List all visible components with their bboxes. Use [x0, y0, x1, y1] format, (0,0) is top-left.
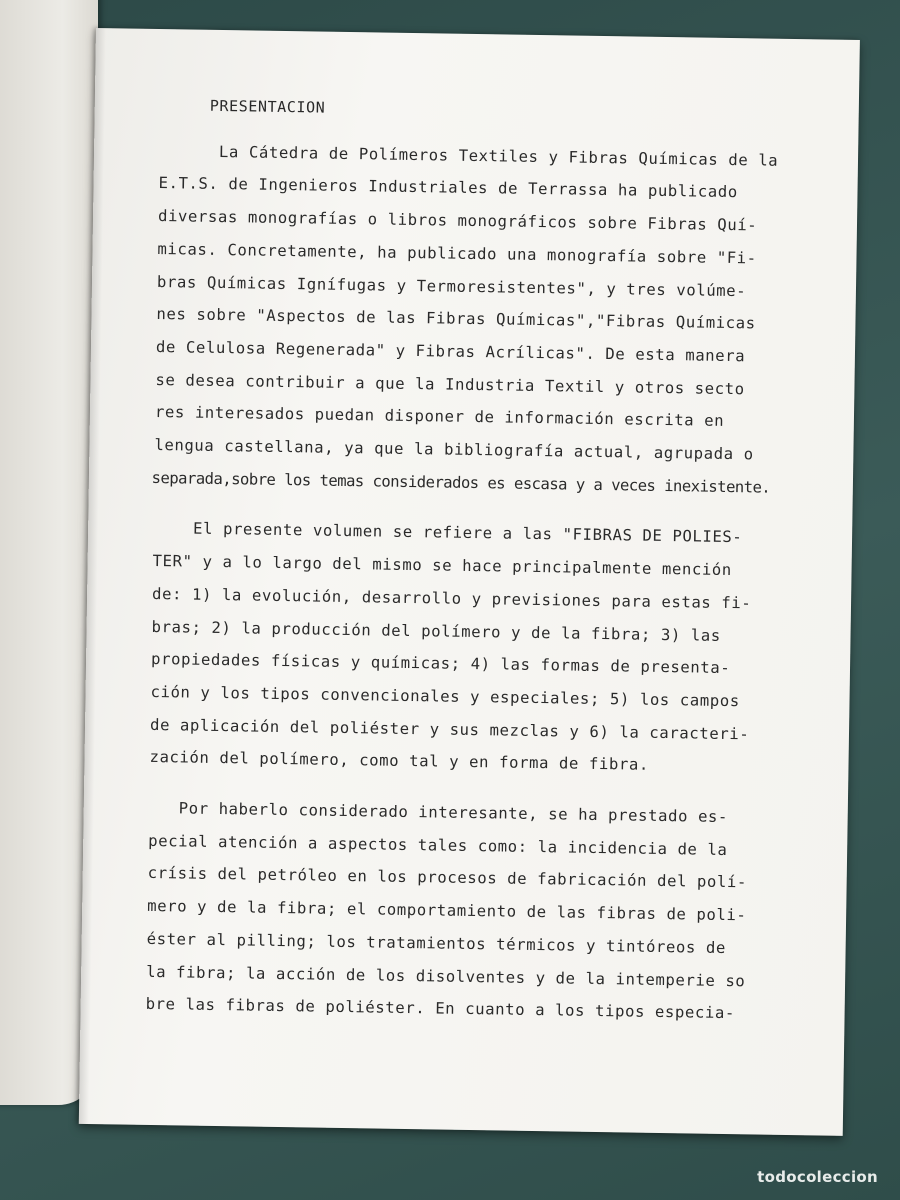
text-line: lengua castellana, ya que la bibliografía actual, agrupada o: [134, 435, 754, 464]
text-line: TER" y a lo largo del mismo se hace principalmente mención: [132, 551, 733, 580]
text-line: zación del polímero, como tal y en forma de fibra.: [129, 747, 650, 775]
text-line: micas. Concretamente, ha publicado una monografía sobre "Fi-: [137, 239, 757, 268]
text-line: pecial atención a aspectos tales como: la incidencia de la: [128, 831, 728, 859]
paragraph: [125, 792, 809, 1032]
text-line: éster al pilling; los tratamientos térmicos y tintóreos de: [126, 929, 727, 957]
text-line: de Celulosa Regenerada" y Fibras Acrílicas". De esta manera: [135, 337, 746, 366]
text-line: El presente volumen se refiere a las "FIBRAS DE POLIES-: [133, 519, 743, 547]
paragraph: [129, 512, 813, 784]
page-heading: PRESENTACION: [209, 96, 326, 117]
paragraphs: [125, 134, 819, 1031]
text-line: la fibra; la acción de los disolventes y de la intemperie so: [126, 962, 746, 990]
paragraph: [134, 134, 820, 504]
text-line: ción y los tipos convencionales y especiales; 5) los campos: [130, 682, 740, 711]
text-line: La Cátedra de Polímeros Textiles y Fibras Químicas de la: [138, 141, 779, 170]
text-line: bras Químicas Ignífugas y Termoresistentes", y tres volúme-: [136, 272, 747, 300]
document-page: [79, 28, 860, 1136]
text-line: de aplicación del poliéster y sus mezclas y 6) la caracteri-: [129, 715, 750, 744]
page-text: [125, 89, 820, 1050]
text-line: diversas monografías o libros monográficos sobre Fibras Quí-: [137, 206, 758, 235]
text-line: bras; 2) la producción del polímero y de la fibra; 3) las: [131, 617, 721, 645]
text-line: E.T.S. de Ingenieros Industriales de Terrassa ha publicado: [138, 174, 738, 202]
text-line: se desea contribuir a que la Industria Textil y otros secto: [135, 370, 745, 398]
text-line: Por haberlo considerado interesante, se ha prestado es-: [128, 798, 729, 827]
text-line: bre las fibras de poliéster. En cuanto a los tipos especia-: [125, 994, 736, 1023]
text-line: separada,sobre los temas considerados es escasa y a veces inexistente.: [133, 468, 771, 497]
text-line: propiedades físicas y químicas; 4) las formas de presenta-: [130, 649, 731, 678]
text-line: mero y de la fibra; el comportamiento de las fibras de poli-: [127, 896, 747, 925]
text-line: crísis del petróleo en los procesos de fabricación del polí-: [127, 864, 748, 892]
text-line: res interesados puedan disponer de información escrita en: [134, 402, 725, 431]
text-line: de: 1) la evolución, desarrollo y previsiones para estas fi-: [131, 584, 752, 613]
watermark-logo: todocoleccion: [757, 1168, 878, 1186]
text-line: nes sobre "Aspectos de las Fibras Químicas","Fibras Químicas: [136, 304, 756, 333]
